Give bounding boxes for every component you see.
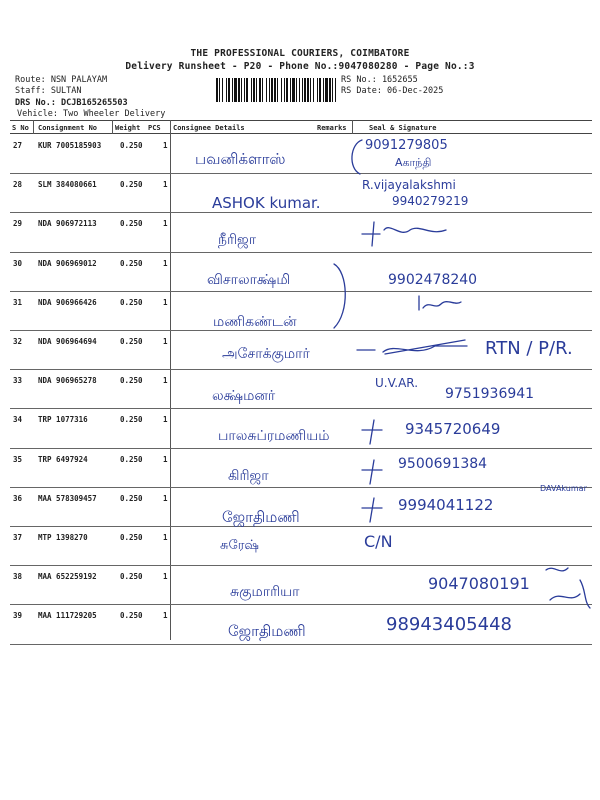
- handwritten-consignee: பாலசுப்ரமணியம்: [218, 428, 330, 444]
- col-divider: [33, 120, 34, 134]
- handwritten-consignee: ஜோதிமணி: [228, 622, 306, 640]
- row-weight: 0.250: [120, 258, 143, 268]
- handwritten-phone: 9751936941: [445, 386, 535, 402]
- row-rule: [10, 408, 592, 409]
- col-divider: [352, 120, 353, 134]
- row-pcs: 1: [163, 258, 168, 268]
- row-sno: 36: [13, 493, 23, 503]
- handwritten-consignee: சுகுமாரியா: [230, 584, 300, 600]
- row-pcs: 1: [163, 415, 168, 425]
- row-rule: [10, 212, 592, 213]
- handwritten-consignee: கிரிஜா: [228, 468, 269, 484]
- handwritten-phone: 9500691384: [398, 456, 488, 472]
- row-weight: 0.250: [120, 219, 143, 229]
- row-pcs: 1: [163, 376, 168, 386]
- row-consignment-no: NDA 906969012: [38, 258, 97, 268]
- handwritten-phone: 9345720649: [405, 420, 501, 438]
- signature-stroke: [360, 494, 390, 524]
- row-pcs: 1: [163, 219, 168, 229]
- row-weight: 0.250: [120, 533, 143, 542]
- row-pcs: 1: [163, 180, 168, 190]
- handwritten-name: U.V.AR.: [375, 376, 419, 390]
- row-pcs: 1: [163, 611, 168, 621]
- col-weight: Weight: [115, 124, 141, 132]
- row-sno: 27: [13, 141, 23, 150]
- handwritten-consignee: நீரிஜா: [218, 232, 257, 248]
- row-pcs: 1: [163, 454, 168, 464]
- handwritten-consignee: பவனிக்ளாஸ்: [195, 150, 286, 168]
- col-seal: Seal & Signature: [369, 124, 437, 132]
- row-consignment-no: SLM 384080661: [38, 180, 97, 190]
- handwritten-phone: 9047080191: [428, 574, 530, 593]
- row-consignment-no: NDA 906972113: [38, 219, 97, 229]
- row-weight: 0.250: [120, 611, 143, 621]
- signature-icon: [360, 218, 450, 248]
- col-consignment: Consignment No: [38, 124, 98, 132]
- runsheet-subtitle: Delivery Runsheet - P20 - Phone No.:9047080280 - Page No.:3: [125, 61, 475, 72]
- row-sno: 31: [13, 297, 23, 307]
- row-sno: 35: [13, 454, 23, 464]
- row-weight: 0.250: [120, 493, 143, 503]
- row-sno: 28: [13, 180, 23, 190]
- row-pcs: 1: [163, 297, 168, 307]
- row-rule: [10, 448, 592, 449]
- col-pcs: PCS: [148, 124, 161, 132]
- signature-stroke: [360, 456, 390, 486]
- row-consignment-no: TRP 1077316: [38, 415, 88, 425]
- row-rule: [10, 526, 592, 527]
- row-sno: 37: [13, 533, 23, 542]
- row-pcs: 1: [163, 337, 168, 346]
- route-label: Route: NSN PALAYAM: [15, 75, 108, 85]
- row-weight: 0.250: [120, 141, 143, 150]
- row-weight: 0.250: [120, 297, 143, 307]
- handwritten-remark: C/N: [364, 532, 393, 551]
- signature-icon: [415, 290, 465, 314]
- handwritten-consignee: அசோக்குமார்: [222, 346, 310, 362]
- row-rule: [10, 173, 592, 174]
- row-weight: 0.250: [120, 180, 143, 190]
- signature-icon: [540, 560, 595, 615]
- handwritten-phone: 98943405448: [386, 614, 512, 635]
- table-header-rule: [10, 133, 592, 134]
- row-sno: 39: [13, 611, 23, 621]
- row-consignment-no: NDA 906966426: [38, 297, 97, 307]
- handwritten-phone: 9091279805: [365, 138, 448, 153]
- row-sno: 32: [13, 337, 23, 346]
- table-top-rule: [10, 120, 592, 121]
- row-rule: [10, 330, 592, 331]
- row-weight: 0.250: [120, 415, 143, 425]
- handwritten-consignee: ASHOK kumar.: [212, 194, 321, 212]
- row-consignment-no: NDA 906965278: [38, 376, 97, 386]
- rs-date: RS Date: 06-Dec-2025: [341, 86, 444, 96]
- row-consignment-no: NDA 906964694: [38, 337, 97, 346]
- row-rule: [10, 604, 592, 605]
- barcode-icon: [216, 78, 336, 102]
- handwritten-consignee: விசாலாக்ஷ்மி: [207, 272, 291, 288]
- row-consignment-no: MAA 578309457: [38, 493, 97, 503]
- row-rule: [10, 565, 592, 566]
- handwritten-remark: RTN / P/R.: [485, 338, 573, 359]
- row-pcs: 1: [163, 572, 168, 582]
- col-sno: S No: [12, 124, 29, 132]
- handwritten-name: R.vijayalakshmi: [362, 178, 456, 192]
- row-pcs: 1: [163, 533, 168, 542]
- handwritten-consignee: மணிகண்டன்: [213, 314, 297, 330]
- brace-stroke: [328, 262, 358, 332]
- handwritten-phone: 9902478240: [388, 272, 478, 288]
- row-consignment-no: MAA 652259192: [38, 572, 97, 582]
- row-sno: 29: [13, 219, 23, 229]
- row-weight: 0.250: [120, 572, 143, 582]
- handwritten-name: Aகாந்தி: [395, 156, 432, 169]
- col-divider: [112, 120, 113, 134]
- row-pcs: 1: [163, 493, 168, 503]
- handwritten-phone: 9994041122: [398, 496, 494, 514]
- row-sno: 33: [13, 376, 23, 386]
- row-rule: [10, 252, 592, 253]
- col-consignee: Consignee Details: [173, 124, 245, 132]
- handwritten-phone: 9940279219: [392, 194, 469, 208]
- strike-stroke: [355, 336, 475, 366]
- row-sno: 38: [13, 572, 23, 582]
- rs-number: RS No.: 1652655: [341, 75, 418, 85]
- handwritten-name: DAVAkumar: [540, 484, 587, 493]
- row-rule: [10, 291, 592, 292]
- row-consignment-no: MAA 111729205: [38, 611, 97, 621]
- col-divider: [170, 120, 171, 640]
- row-rule: [10, 369, 592, 370]
- staff-label: Staff: SULTAN: [15, 86, 82, 96]
- vehicle-label: Vehicle: Two Wheeler Delivery: [17, 109, 166, 119]
- row-rule: [10, 487, 592, 488]
- row-weight: 0.250: [120, 337, 143, 346]
- row-consignment-no: KUR 7005185903: [38, 141, 102, 150]
- row-sno: 34: [13, 415, 23, 425]
- row-consignment-no: TRP 6497924: [38, 454, 88, 464]
- handwritten-consignee: லக்ஷ்மனர்: [212, 388, 276, 404]
- signature-stroke: [360, 416, 390, 446]
- row-rule: [10, 644, 592, 645]
- row-sno: 30: [13, 258, 23, 268]
- drs-number: DRS No.: DCJB165265503: [15, 98, 128, 108]
- row-consignment-no: MTP 1398270: [38, 533, 88, 542]
- company-title: THE PROFESSIONAL COURIERS, COIMBATORE: [190, 48, 410, 59]
- col-remarks: Remarks: [317, 124, 347, 132]
- row-weight: 0.250: [120, 376, 143, 386]
- row-weight: 0.250: [120, 454, 143, 464]
- handwritten-consignee: சுரேஷ்: [220, 538, 259, 553]
- row-pcs: 1: [163, 141, 168, 150]
- handwritten-consignee: ஜோதிமணி: [222, 508, 300, 526]
